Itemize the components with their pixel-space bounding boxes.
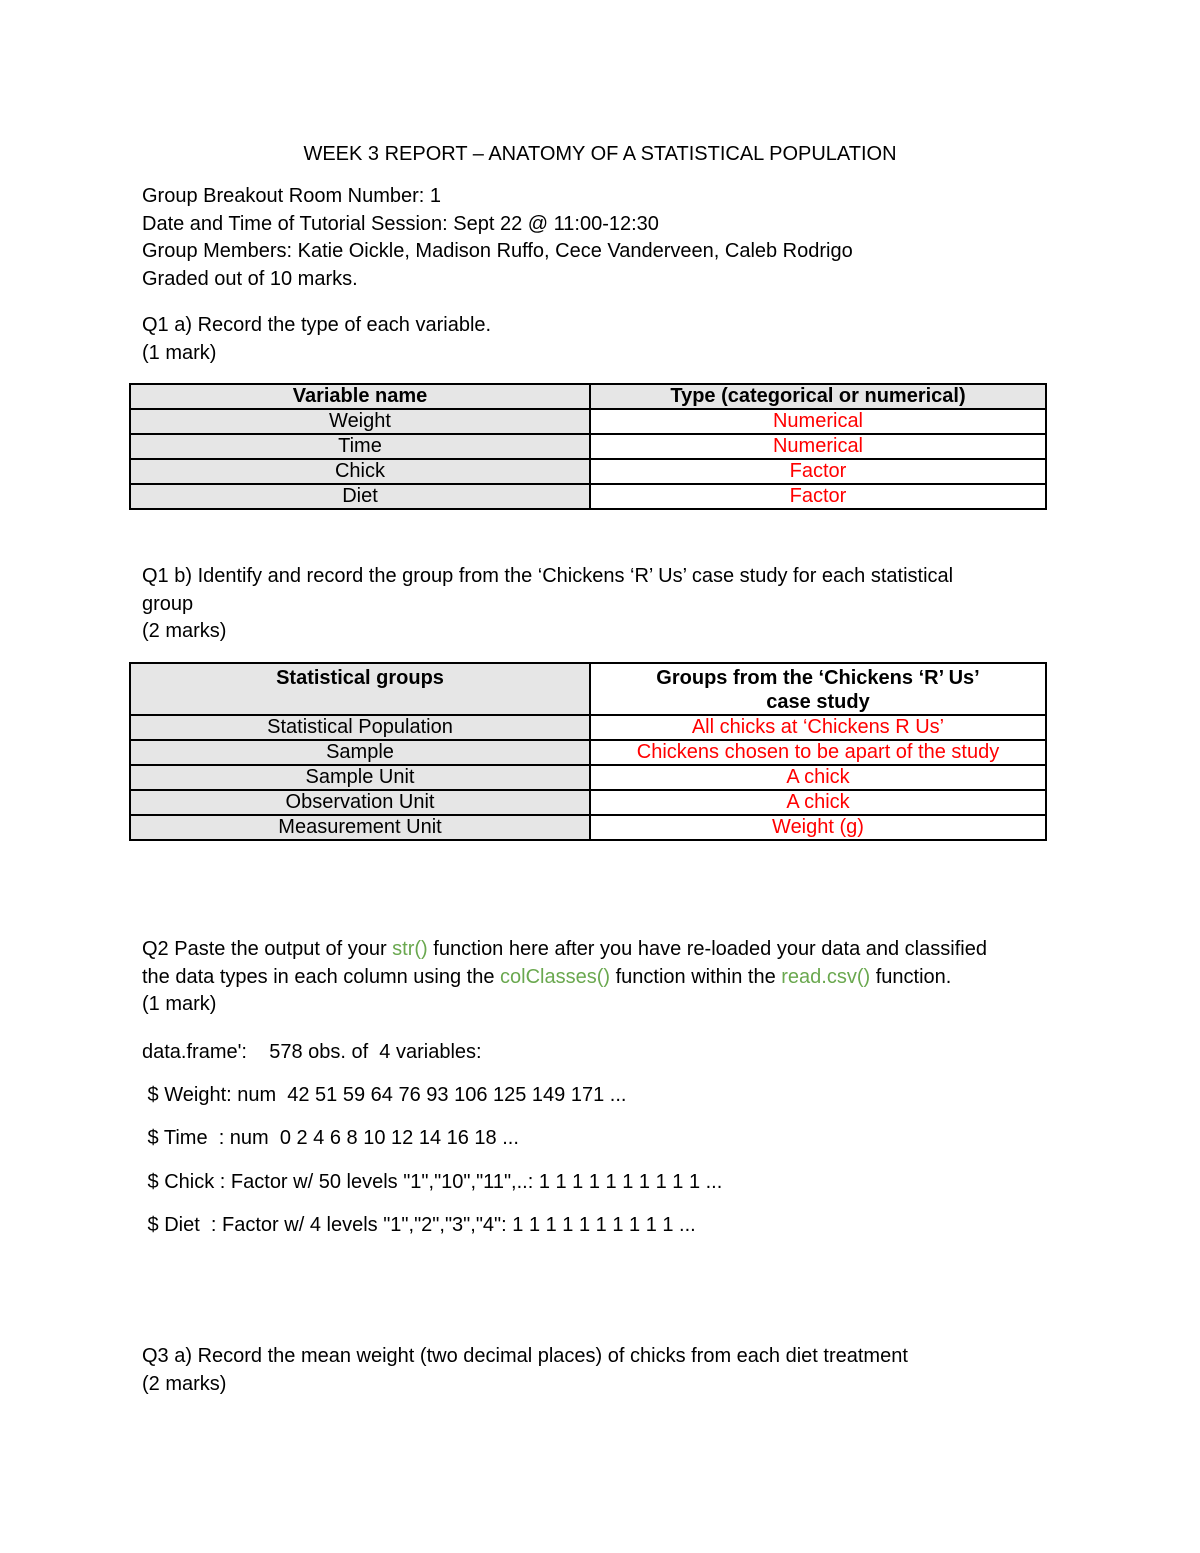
- q2-question-line2: the data types in each column using the colClasses() function within the read.csv() function.: [142, 965, 952, 988]
- table-row: [130, 815, 1046, 840]
- table-row: [130, 484, 1046, 509]
- group-answer-cell: All chicks at ‘Chickens R Us’: [590, 715, 1046, 740]
- group-answer-cell: A chick: [590, 765, 1046, 790]
- str-function: str(): [392, 938, 428, 960]
- table-header-cell: Type (categorical or numerical): [590, 384, 1046, 409]
- report-title: WEEK 3 REPORT – ANATOMY OF A STATISTICAL POPULATION: [303, 143, 897, 165]
- table-row: [130, 459, 1046, 484]
- str-output-line: $ Weight: num 42 51 59 64 76 93 106 125 149 171 ...: [142, 1084, 627, 1106]
- header-info: [142, 183, 1072, 293]
- table-header-cell: Variable name: [130, 384, 590, 409]
- table-row: [130, 434, 1046, 459]
- table-header-row: [130, 663, 1046, 715]
- q3a-heading: [142, 1343, 1072, 1398]
- variable-name-cell: Chick: [130, 459, 590, 484]
- group-name-cell: Sample: [130, 740, 590, 765]
- variable-type-cell: Factor: [590, 484, 1046, 509]
- q1a-heading: [142, 312, 1072, 367]
- variable-name-cell: Diet: [130, 484, 590, 509]
- group-name-cell: Sample Unit: [130, 765, 590, 790]
- group-answer-cell: Weight (g): [590, 815, 1046, 840]
- q1a-question: Q1 a) Record the type of each variable.: [142, 314, 492, 336]
- variable-name-cell: Time: [130, 434, 590, 459]
- variable-type-cell: Numerical: [590, 434, 1046, 459]
- str-output-line: $ Diet : Factor w/ 4 levels "1","2","3","4": 1 1 1 1 1 1 1 1 1 1 ...: [142, 1214, 696, 1236]
- group-answer-cell: A chick: [590, 790, 1046, 815]
- str-output-line: $ Chick : Factor w/ 50 levels "1","10","11",..: 1 1 1 1 1 1 1 1 1 1 ...: [142, 1171, 723, 1193]
- q3a-question: Q3 a) Record the mean weight (two decimal places) of chicks from each diet treatment: [142, 1345, 908, 1367]
- colclasses-function: colClasses(): [500, 965, 611, 988]
- graded-note: Graded out of 10 marks.: [142, 267, 358, 290]
- group-name-cell: Statistical Population: [130, 715, 590, 740]
- table-header-cell: Groups from the ‘Chickens ‘R’ Us’ case study: [590, 663, 1046, 715]
- str-output-line: data.frame': 578 obs. of 4 variables:: [142, 1041, 482, 1063]
- breakout-room: Group Breakout Room Number: 1: [142, 185, 442, 207]
- q2-question-line1: Q2 Paste the output of your str() function here after you have re-loaded your data and classified: [142, 938, 987, 960]
- q1a-marks: (1 mark): [142, 341, 217, 364]
- table-row: [130, 409, 1046, 434]
- group-members: Group Members: Katie Oickle, Madison Ruffo, Cece Vanderveen, Caleb Rodrigo: [142, 240, 853, 262]
- table-row: [130, 740, 1046, 765]
- group-answer-cell: Chickens chosen to be apart of the study: [590, 740, 1046, 765]
- table-header-row: [130, 384, 1046, 409]
- q1b-marks: (2 marks): [142, 620, 227, 642]
- q2-heading: [142, 936, 1072, 1019]
- str-output-line: $ Time : num 0 2 4 6 8 10 12 14 16 18 ...: [142, 1127, 519, 1149]
- variable-type-table: [129, 383, 1047, 510]
- q1b-question-line1: Q1 b) Identify and record the group from the ‘Chickens ‘R’ Us’ case study for each statistical: [142, 565, 954, 587]
- table-header-cell: Statistical groups: [130, 663, 590, 715]
- variable-type-cell: Factor: [590, 459, 1046, 484]
- group-name-cell: Measurement Unit: [130, 815, 590, 840]
- table-row: [130, 790, 1046, 815]
- session-datetime: Date and Time of Tutorial Session: Sept 22 @ 11:00-12:30: [142, 212, 659, 235]
- variable-type-cell: Numerical: [590, 409, 1046, 434]
- q1b-question-line2: group: [142, 592, 194, 615]
- table-row: [130, 715, 1046, 740]
- q3a-marks: (2 marks): [142, 1372, 227, 1395]
- q1b-heading: [142, 563, 1072, 646]
- table-row: [130, 765, 1046, 790]
- q2-marks: (1 mark): [142, 993, 217, 1015]
- statistical-groups-table: [129, 662, 1047, 841]
- readcsv-function: read.csv(): [781, 965, 871, 988]
- group-name-cell: Observation Unit: [130, 790, 590, 815]
- variable-name-cell: Weight: [130, 409, 590, 434]
